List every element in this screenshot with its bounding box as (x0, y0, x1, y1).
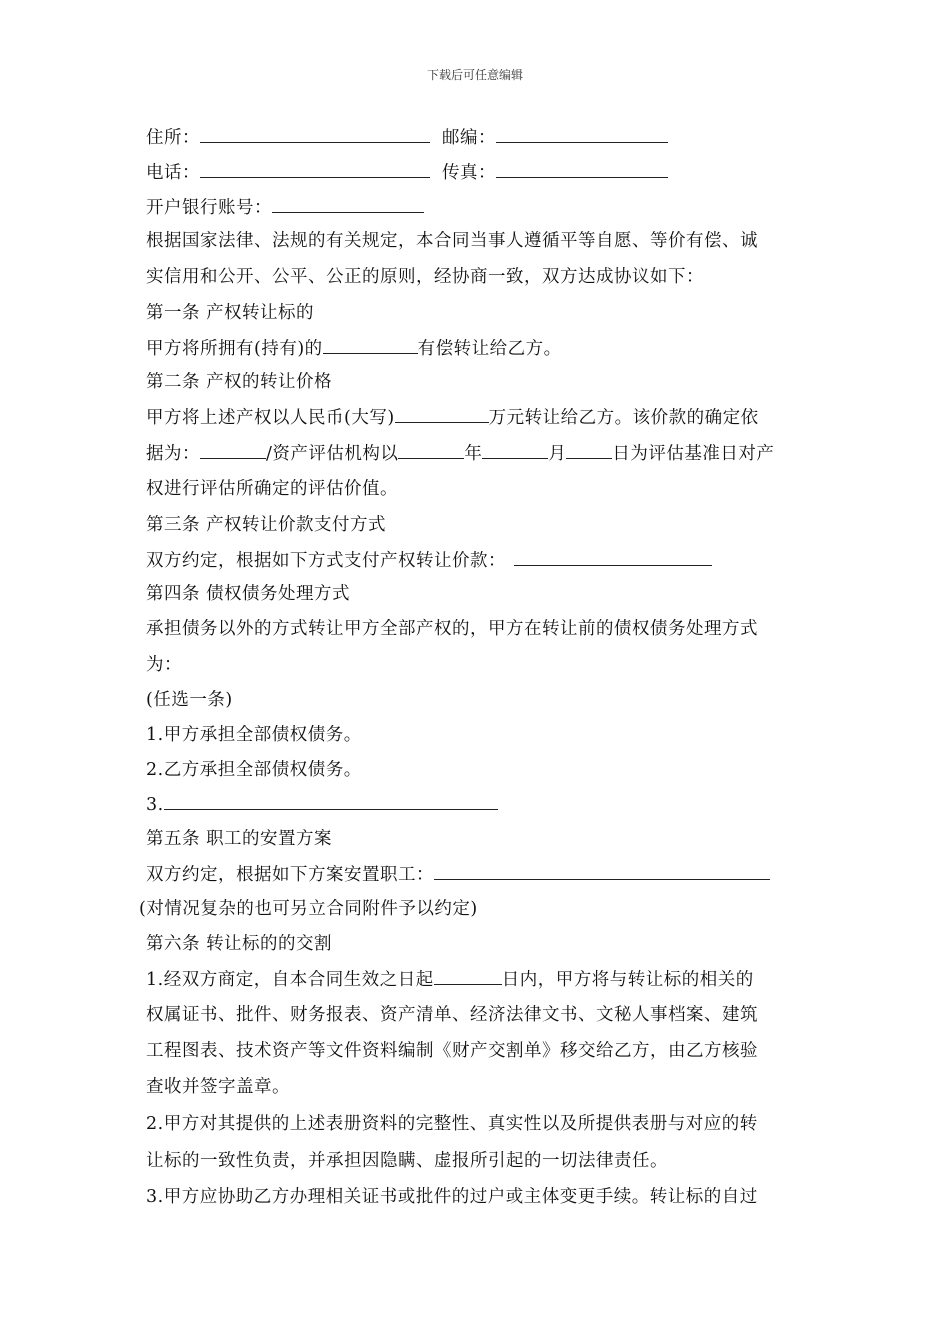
article-6-title: 第六条 转让标的的交割 (146, 934, 333, 954)
article-6-clause-1-line-1 (146, 968, 754, 991)
article-2-line-3: 权进行评估所确定的评估价值。 (146, 479, 398, 499)
article-3-title: 第三条 产权转让价款支付方式 (146, 515, 387, 535)
zip-label: 邮编： (442, 128, 496, 148)
payment-blank[interactable] (514, 549, 712, 566)
page-header: 下载后可任意编辑 (426, 68, 523, 82)
article-6-clause-2-line-2: 让标的一致性负责，并承担因隐瞒、虚报所引起的一切法律责任。 (146, 1151, 668, 1171)
address-blank[interactable] (200, 126, 430, 143)
article-1-blank[interactable] (323, 337, 418, 354)
article-5-note: (对情况复杂的也可另立合同附件予以约定) (139, 899, 478, 919)
staff-plan-blank[interactable] (434, 863, 770, 880)
article-2-basis-label: 据为： (146, 444, 200, 464)
phone-fax-row (146, 161, 668, 184)
article-4-option-note: (任选一条) (146, 690, 233, 710)
preamble-line-1: 根据国家法律、法规的有关规定，本合同当事人遵循平等自愿、等价有偿、诚 (146, 231, 758, 251)
preamble-line-2: 实信用和公开、公平、公正的原则，经协商一致，双方达成协议如下： (146, 267, 704, 287)
bank-label: 开户银行账号： (146, 198, 272, 218)
article-4-title: 第四条 债权债务处理方式 (146, 584, 351, 604)
item-3-number: 3. (146, 795, 164, 815)
article-2-title: 第二条 产权的转让价格 (146, 372, 333, 392)
days-blank[interactable] (434, 968, 502, 985)
clause-1-text-a: 1.经双方商定，自本合同生效之日起 (146, 970, 434, 990)
year-label: 年 (464, 444, 483, 464)
clause-1-text-b: 日内，甲方将与转让标的相关的 (501, 970, 754, 990)
article-1-text-a: 甲方将所拥有(持有)的 (146, 339, 323, 359)
fax-blank[interactable] (496, 161, 668, 178)
bank-row (146, 196, 424, 219)
day-blank[interactable] (566, 442, 612, 459)
article-6-clause-3-line-1: 3.甲方应协助乙方办理相关证书或批件的过户或主体变更手续。转让标的自过 (146, 1187, 758, 1207)
article-4-line-2: 为： (146, 655, 182, 675)
article-2-text-b: 万元转让给乙方。该价款的确定依 (488, 408, 759, 428)
article-6-clause-1-line-3: 工程图表、技术资产等文件资料编制《财产交割单》移交给乙方，由乙方核验 (146, 1041, 758, 1061)
article-3-text (146, 549, 712, 572)
item-3-blank[interactable] (164, 793, 498, 810)
article-2-line-2 (146, 442, 774, 465)
article-1-text-b: 有偿转让给乙方。 (417, 339, 562, 359)
article-5-title: 第五条 职工的安置方案 (146, 829, 333, 849)
article-4-line-1: 承担债务以外的方式转让甲方全部产权的，甲方在转让前的债权债务处理方式 (146, 619, 758, 639)
article-6-clause-2-line-1: 2.甲方对其提供的上述表册资料的完整性、真实性以及所提供表册与对应的转 (146, 1114, 758, 1134)
article-4-item-1: 1.甲方承担全部债权债务。 (146, 725, 362, 745)
article-5-text-label: 双方约定，根据如下方案安置职工： (146, 865, 434, 885)
article-3-text-label: 双方约定，根据如下方式支付产权转让价款： (146, 551, 506, 571)
phone-label: 电话： (146, 163, 200, 183)
article-5-text (146, 863, 770, 886)
article-2-agency-text: /资产评估机构以 (266, 444, 399, 464)
article-2-line-1 (146, 406, 759, 429)
year-blank[interactable] (398, 442, 464, 459)
month-blank[interactable] (482, 442, 548, 459)
article-1-text (146, 337, 562, 360)
basis-blank[interactable] (200, 442, 266, 459)
address-zip-row (146, 126, 668, 149)
article-2-text-a: 甲方将上述产权以人民币(大写) (146, 408, 395, 428)
phone-blank[interactable] (200, 161, 430, 178)
month-label: 月 (548, 444, 567, 464)
article-6-clause-1-line-4: 查收并签字盖章。 (146, 1077, 290, 1097)
bank-blank[interactable] (272, 196, 424, 213)
article-2-text-e: 日为评估基准日对产 (612, 444, 775, 464)
address-label: 住所： (146, 128, 200, 148)
article-4-item-3 (146, 793, 498, 816)
zip-blank[interactable] (496, 126, 668, 143)
article-4-item-2: 2.乙方承担全部债权债务。 (146, 760, 362, 780)
price-blank[interactable] (395, 406, 489, 423)
fax-label: 传真： (442, 163, 496, 183)
article-1-title: 第一条 产权转让标的 (146, 303, 315, 323)
article-6-clause-1-line-2: 权属证书、批件、财务报表、资产清单、经济法律文书、文秘人事档案、建筑 (146, 1005, 758, 1025)
